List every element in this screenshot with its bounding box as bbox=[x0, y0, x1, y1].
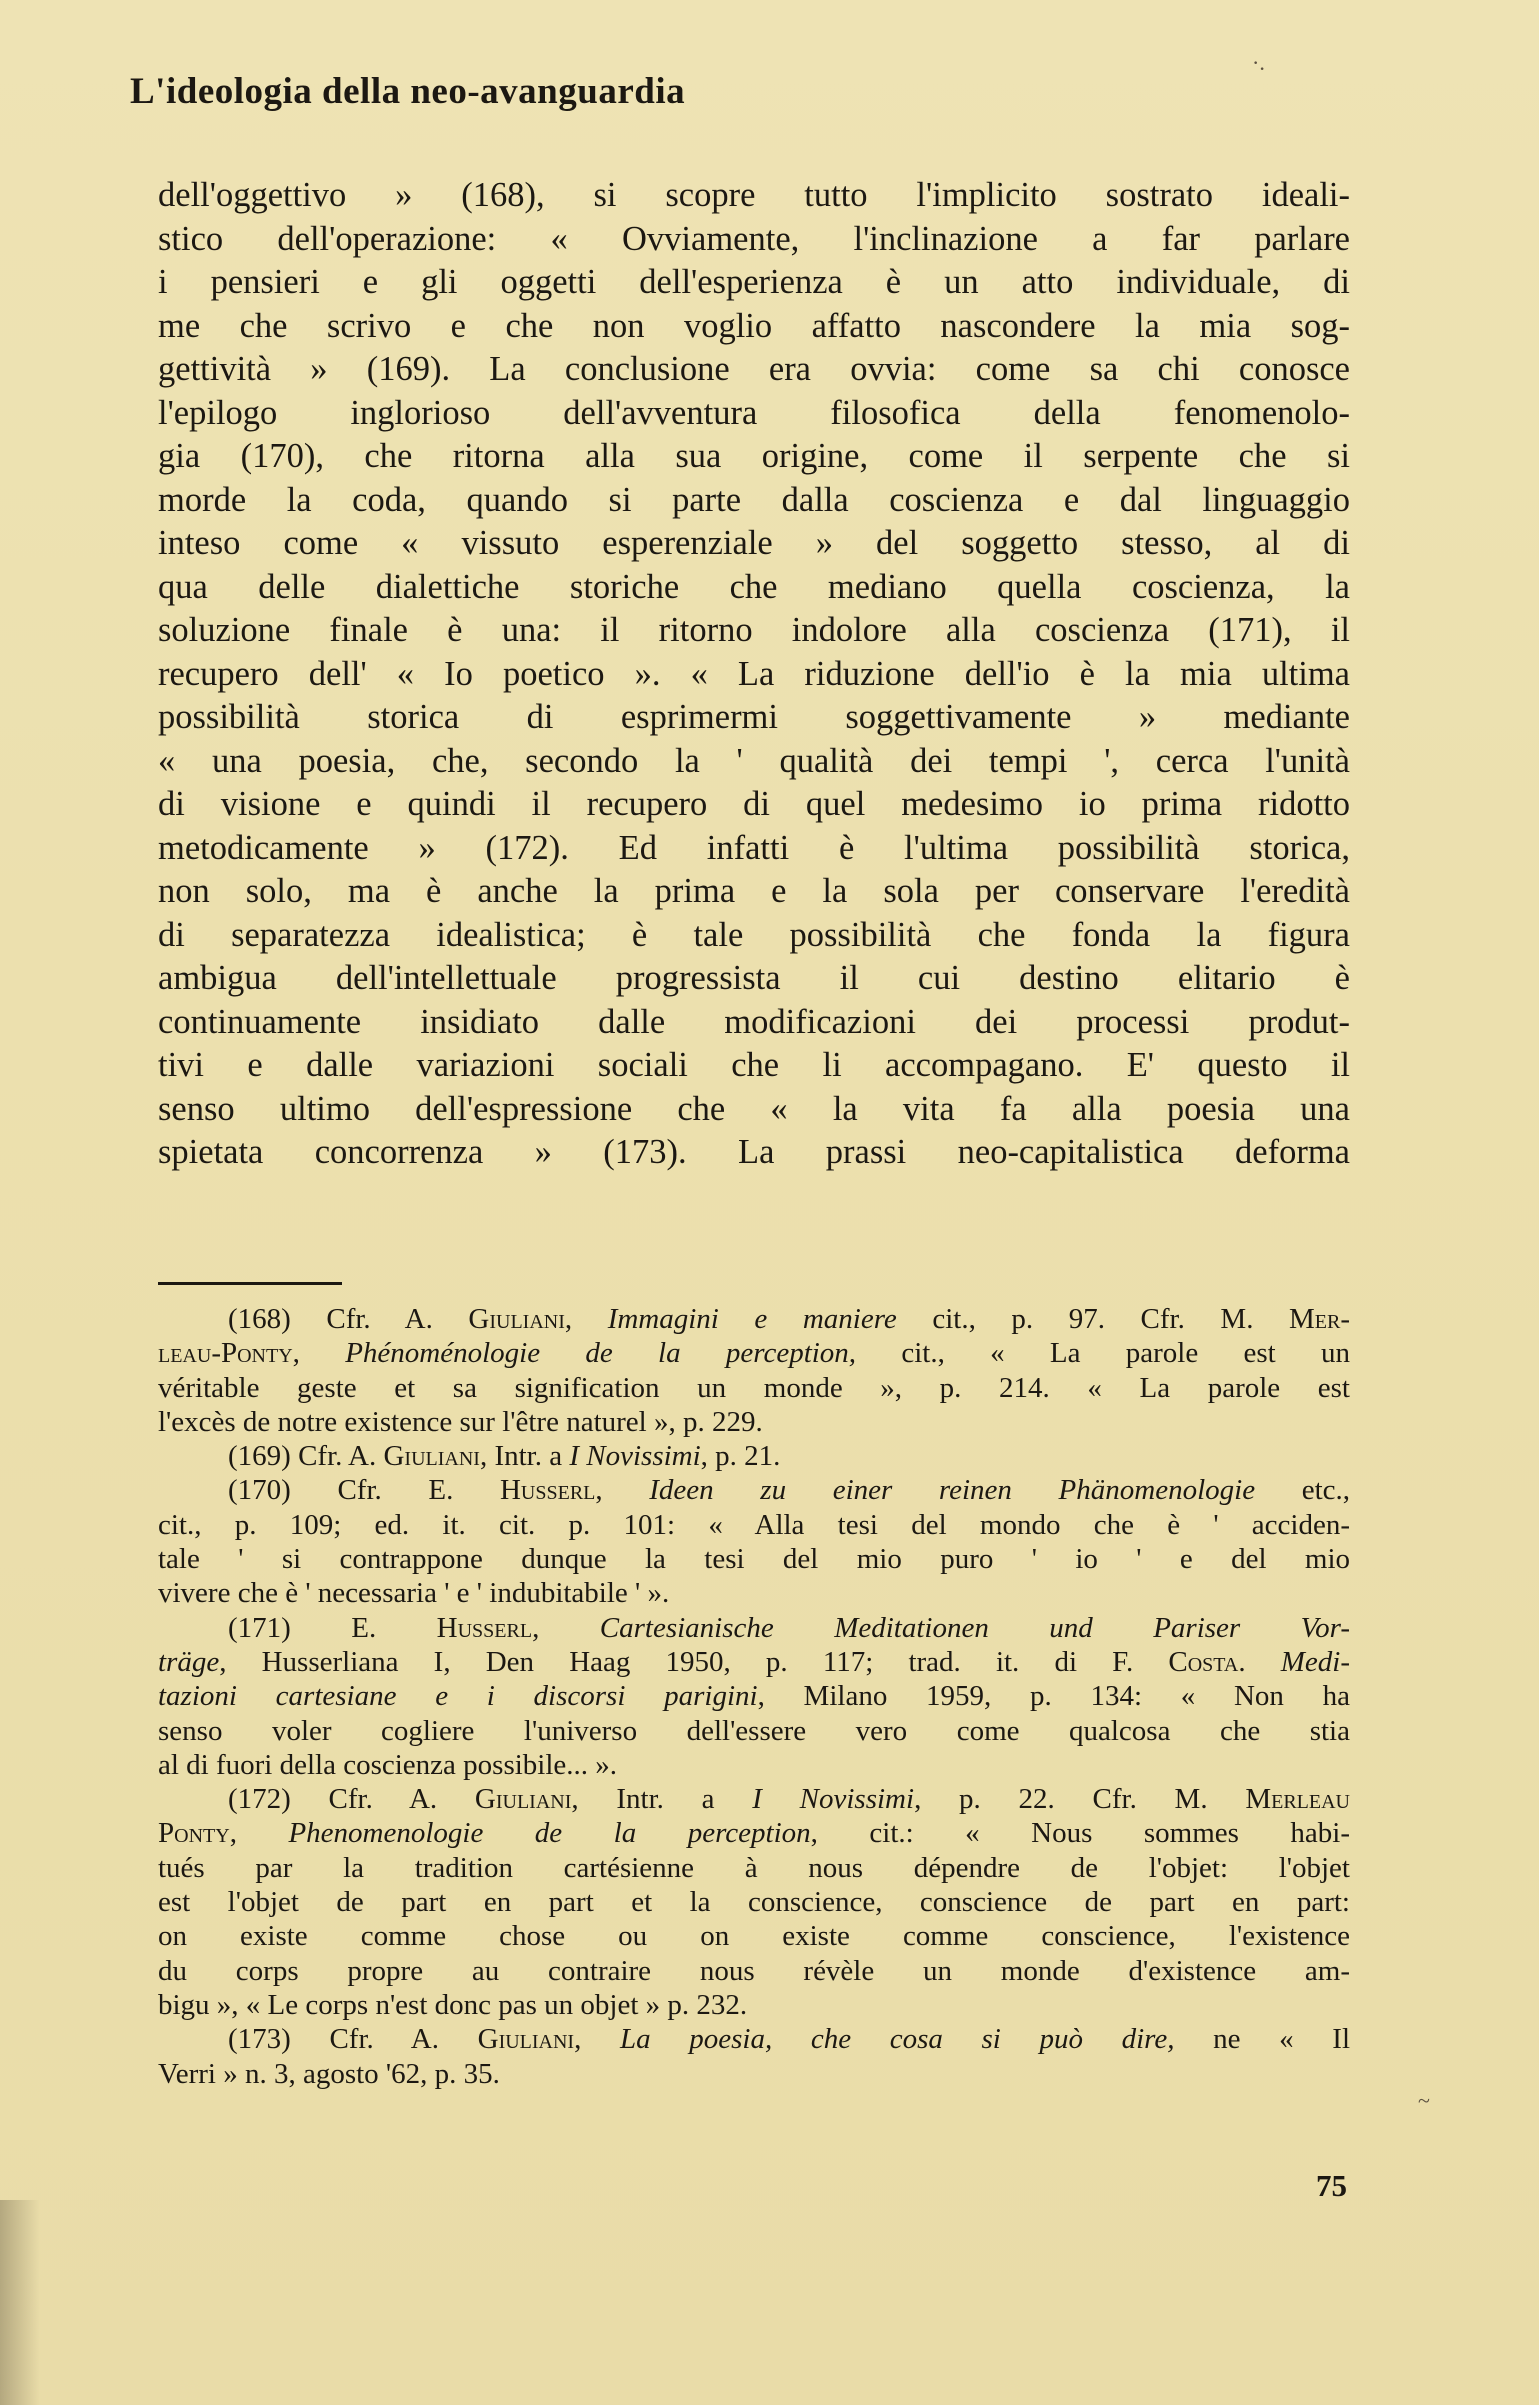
page-edge-shadow bbox=[0, 2200, 40, 2405]
body-line: metodicamente » (172). Ed infatti è l'ultima possibilità storica, bbox=[158, 828, 1350, 867]
footnote-169: (169) Cfr. A. Giuliani, Intr. a I Novissimi, p. 21. bbox=[228, 1440, 781, 1473]
body-line: spietata concorrenza » (173). La prassi neo-capitalistica deforma bbox=[158, 1133, 1350, 1171]
body-line: di separatezza idealistica; è tale possibilità che fonda la figura bbox=[158, 915, 1350, 954]
footnote-line: tués par la tradition cartésienne à nous dépendre de l'objet: l'objet bbox=[158, 1851, 1350, 1884]
body-text bbox=[158, 174, 1350, 1175]
body-line: gia (170), che ritorna alla sua origine, come il serpente che si bbox=[158, 437, 1350, 475]
footnote-line: on existe comme chose ou on existe comme conscience, l'existence bbox=[158, 1920, 1350, 1953]
footnote-170: (170) Cfr. E. Husserl, Ideen zu einer reinen Phänomenologie etc., bbox=[228, 1474, 1350, 1507]
footnote-line: leau-Ponty, Phénoménologie de la perception, cit., « La parole est un bbox=[158, 1337, 1350, 1370]
footnote-line: träge, Husserliana I, Den Haag 1950, p. 117; trad. it. di F. Costa. Medi- bbox=[158, 1645, 1350, 1678]
body-line: soluzione finale è una: il ritorno indolore alla coscienza (171), il bbox=[158, 611, 1350, 649]
footnote-172: (172) Cfr. A. Giuliani, Intr. a I Novissimi, p. 22. Cfr. M. Merleau bbox=[228, 1783, 1350, 1816]
footnote-line: Ponty, Phenomenologie de la perception, cit.: « Nous sommes habi- bbox=[158, 1817, 1350, 1850]
body-line: tivi e dalle variazioni sociali che li accompagano. E' questo il bbox=[158, 1046, 1350, 1084]
body-line: possibilità storica di esprimermi soggettivamente » mediante bbox=[158, 698, 1350, 736]
body-line: continuamente insidiato dalle modificazioni dei processi produt- bbox=[158, 1002, 1350, 1041]
footnote-168: (168) Cfr. A. Giuliani, Immagini e maniere cit., p. 97. Cfr. M. Mer- bbox=[228, 1303, 1350, 1335]
footnote-line: véritable geste et sa signification un monde », p. 214. « La parole est bbox=[158, 1371, 1350, 1404]
footnote-line: tale ' si contrappone dunque la tesi del mio puro ' io ' e del mio bbox=[158, 1543, 1350, 1576]
body-line: me che scrivo e che non voglio affatto nascondere la mia sog- bbox=[158, 306, 1350, 345]
body-line: senso ultimo dell'espressione che « la vita fa alla poesia una bbox=[158, 1089, 1350, 1128]
footnote-separator bbox=[158, 1282, 342, 1285]
body-line: dell'oggettivo » (168), si scopre tutto l'implicito sostrato ideali- bbox=[158, 176, 1350, 214]
footnote-line: Verri » n. 3, agosto '62, p. 35. bbox=[158, 2057, 500, 2090]
page-speck: ~ bbox=[1418, 2088, 1430, 2113]
footnote-line: al di fuori della coscienza possibile... ». bbox=[158, 1748, 618, 1781]
body-line: di visione e quindi il recupero di quel medesimo io prima ridotto bbox=[158, 785, 1350, 823]
footnote-line: du corps propre au contraire nous révèle un monde d'existence am- bbox=[158, 1954, 1350, 1987]
footnote-line: bigu », « Le corps n'est donc pas un objet » p. 232. bbox=[158, 1988, 748, 2021]
body-line: stico dell'operazione: « Ovviamente, l'inclinazione a far parlare bbox=[158, 219, 1350, 258]
body-line: i pensieri e gli oggetti dell'esperienza è un atto individuale, di bbox=[158, 263, 1350, 301]
footnote-line: tazioni cartesiane e i discorsi parigini, Milano 1959, p. 134: « Non ha bbox=[158, 1680, 1350, 1713]
body-line: gettività » (169). La conclusione era ovvia: come sa chi conosce bbox=[158, 350, 1350, 388]
footnote-line: cit., p. 109; ed. it. cit. p. 101: « Alla tesi del mondo che è ' acciden- bbox=[158, 1508, 1350, 1541]
footnote-173: (173) Cfr. A. Giuliani, La poesia, che cosa si può dire, ne « Il bbox=[228, 2023, 1350, 2056]
footnote-line: vivere che è ' necessaria ' e ' indubitabile ' ». bbox=[158, 1577, 670, 1610]
running-head: L'ideologia della neo-avanguardia bbox=[130, 71, 686, 112]
body-line: « una poesia, che, secondo la ' qualità dei tempi ', cerca l'unità bbox=[158, 741, 1350, 780]
footnote-line: senso voler cogliere l'universo dell'essere vero come qualcosa che stia bbox=[158, 1714, 1350, 1747]
body-line: recupero dell' « Io poetico ». « La riduzione dell'io è la mia ultima bbox=[158, 654, 1350, 693]
body-line: inteso come « vissuto esperenziale » del soggetto stesso, al di bbox=[158, 524, 1350, 562]
page-speck: ·. bbox=[1252, 50, 1265, 75]
body-line: non solo, ma è anche la prima e la sola per conservare l'eredità bbox=[158, 872, 1350, 910]
body-line: morde la coda, quando si parte dalla coscienza e dal linguaggio bbox=[158, 480, 1350, 519]
body-line: qua delle dialettiche storiche che mediano quella coscienza, la bbox=[158, 567, 1350, 606]
footnotes bbox=[158, 1302, 1350, 2091]
footnote-line: est l'objet de part en part et la conscience, conscience de part en part: bbox=[158, 1886, 1350, 1919]
page-number: 75 bbox=[1316, 2168, 1347, 2203]
footnote-line: l'excès de notre existence sur l'être naturel », p. 229. bbox=[158, 1405, 763, 1438]
body-line: l'epilogo inglorioso dell'avventura filosofica della fenomenolo- bbox=[158, 393, 1350, 432]
body-line: ambigua dell'intellettuale progressista il cui destino elitario è bbox=[158, 959, 1350, 997]
footnote-171: (171) E. Husserl, Cartesianische Meditationen und Pariser Vor- bbox=[228, 1611, 1350, 1644]
